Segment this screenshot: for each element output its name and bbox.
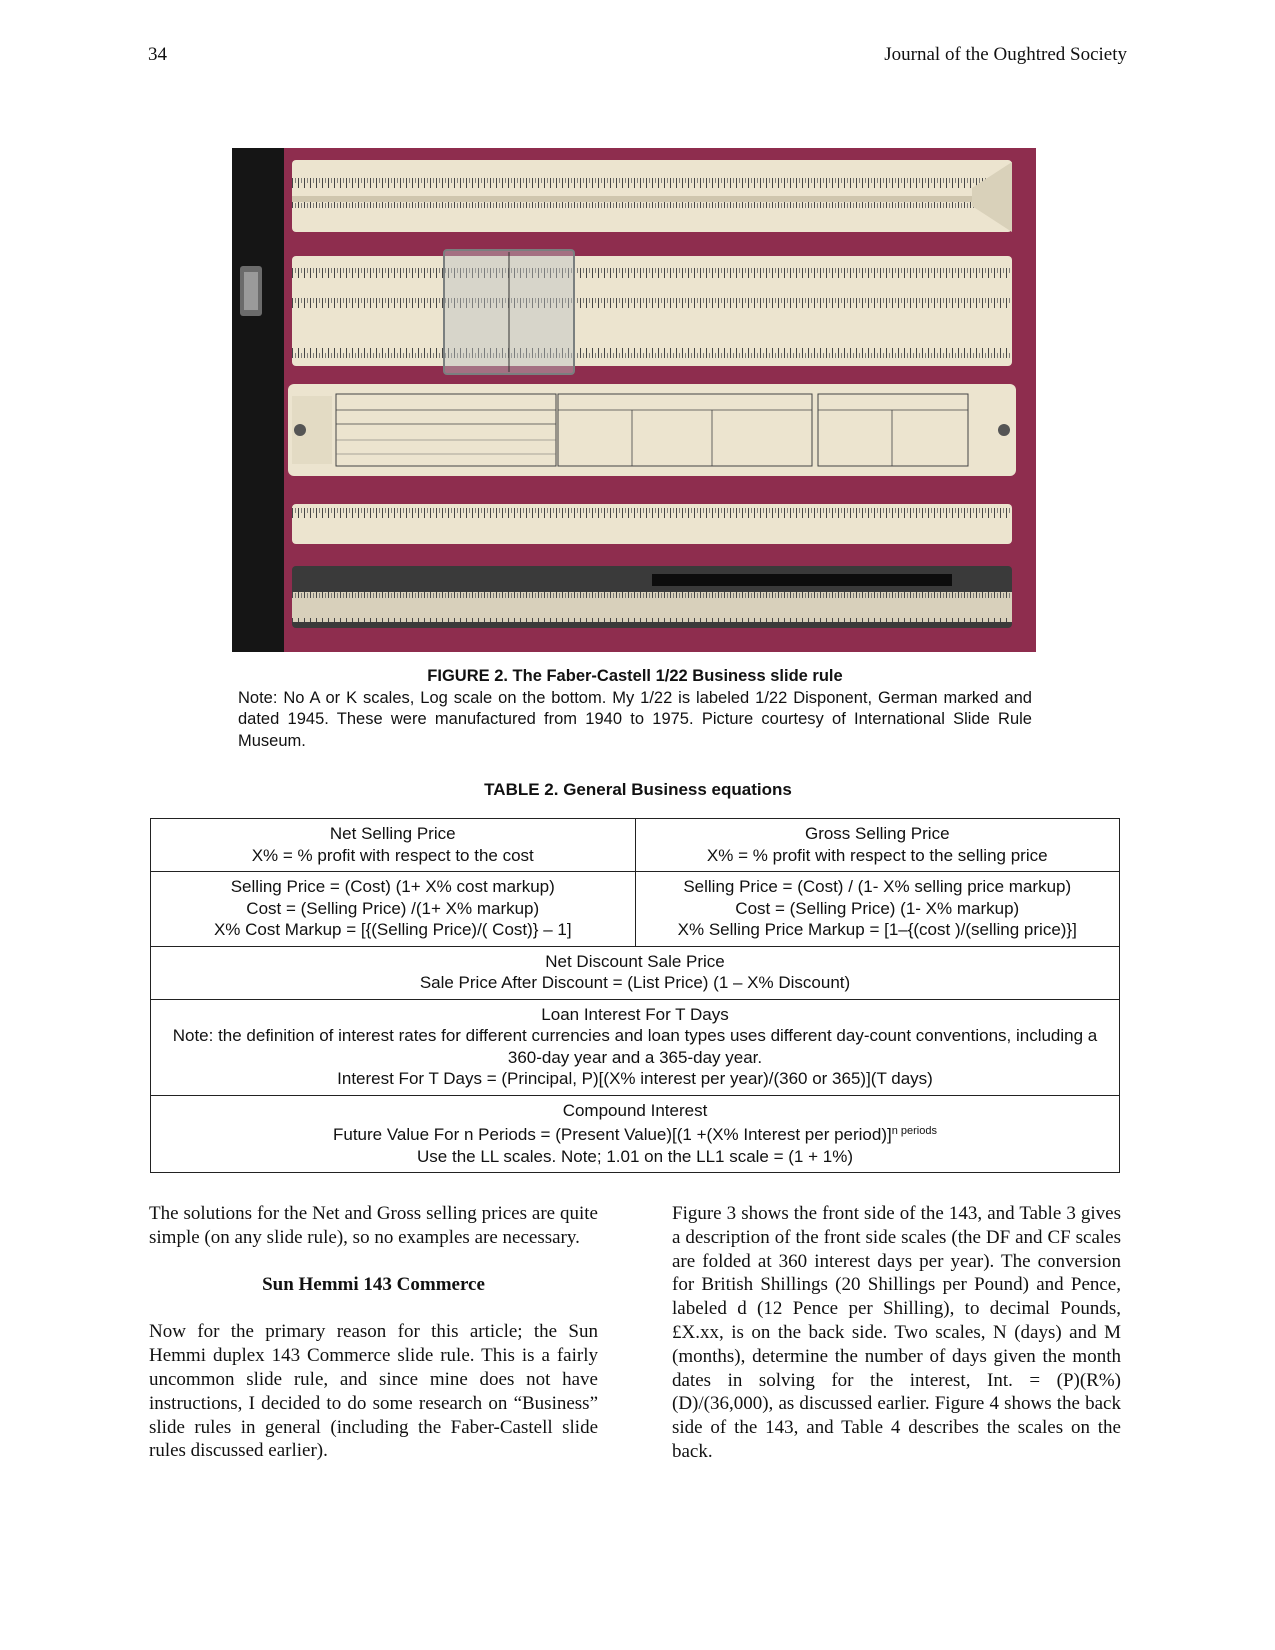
table-row xyxy=(151,819,1120,872)
figure-caption-title: FIGURE 2. The Faber-Castell 1/22 Business slide rule xyxy=(427,667,843,685)
body-left-column xyxy=(149,1202,598,1463)
table-row xyxy=(151,872,1120,947)
table-title: TABLE 2. General Business equations xyxy=(484,780,792,799)
discount-cell: Net Discount Sale Price Sale Price After Discount = (List Price) (1 – X% Discount) xyxy=(151,946,1120,999)
figure-caption-note: Note: No A or K scales, Log scale on the bottom. My 1/22 is labeled 1/22 Disponent, German marked and dated 1945. These were manufactured from 1940 to 1975. Picture courtesy of International Slide Rule Museum. xyxy=(238,688,1032,750)
page-number: 34 xyxy=(148,44,167,65)
net-selling-header-cell: Net Selling Price X% = % profit with respect to the cost xyxy=(151,819,636,872)
table-row xyxy=(151,1095,1120,1173)
figure-caption xyxy=(238,666,1032,752)
gross-formulas-cell: Selling Price = (Cost) / (1- X% selling price markup) Cost = (Selling Price) (1- X% markup) X% Selling Price Markup = [1–{(cost )/(selling price)}] xyxy=(635,872,1120,947)
gross-selling-header-cell: Gross Selling Price X% = % profit with respect to the selling price xyxy=(635,819,1120,872)
page-header xyxy=(148,44,1127,74)
paragraph: Now for the primary reason for this article; the Sun Hemmi duplex 143 Commerce slide rule. This is a fairly uncommon slide rule, and since mine does not have instructions, I decided to do some research on “Business” slide rules in general (including the Faber-Castell slide rules discussed earlier). xyxy=(149,1321,598,1462)
slide-rule-3-back-table xyxy=(288,384,1016,476)
body-right-column xyxy=(672,1202,1121,1464)
business-equations-table xyxy=(150,818,1120,1173)
table-row xyxy=(151,946,1120,999)
compound-interest-cell: Compound Interest Future Value For n Periods = (Present Value)[(1 +(X% Interest per period)]$^{n periods}$ Use the LL scales. Note; 1.01 on the LL1 scale = (1 + 1%) xyxy=(151,1095,1120,1173)
slide-rule-5 xyxy=(292,566,1012,628)
net-formulas-cell: Selling Price = (Cost) (1+ X% cost markup) Cost = (Selling Price) /(1+ X% markup) X% Cost Markup = [{(Selling Price)/( Cost)} – 1] xyxy=(151,872,636,947)
slide-rule-2 xyxy=(292,250,1012,374)
table-row xyxy=(151,999,1120,1095)
paragraph: The solutions for the Net and Gross selling prices are quite simple (on any slide rule), so no examples are necessary. xyxy=(149,1203,598,1248)
journal-title: Journal of the Oughtred Society xyxy=(884,44,1127,65)
section-heading: Sun Hemmi 143 Commerce xyxy=(262,1273,485,1295)
figure-slide-rule-photo xyxy=(232,148,1036,652)
slide-rule-4 xyxy=(292,504,1012,544)
dark-panel xyxy=(232,148,284,652)
slide-rule-1 xyxy=(292,160,1012,232)
paragraph: Figure 3 shows the front side of the 143, and Table 3 gives a description of the front side scales (the DF and CF scales are folded at 360 interest days per year). The conversion for British Shillings (20 Shillings per Pound) and Pence, labeled d (12 Pence per Shilling), to decimal Pounds, £X.xx, is on the back side. Two scales, N (days) and M (months), determine the number of days given the month dates in solving for the interest, Int. = (P)(R%)(D)/(36,000), as discussed earlier. Figure 4 shows the back side of the 143, and Table 4 describes the scales on the back. xyxy=(672,1203,1121,1462)
compound-formula: Future Value For n Periods = (Present Value)[(1 +(X% Interest per period)]$^{n periods}$ xyxy=(332,1125,937,1144)
compound-exponent: n periods xyxy=(891,1125,937,1137)
loan-interest-cell: Loan Interest For T Days Note: the definition of interest rates for different currencies and loan types uses different day-count conventions, including a 360-day year and a 365-day year. Interest For T Days = (Principal, P)[(X% interest per year)/(360 or 365)](T days) xyxy=(151,999,1120,1095)
